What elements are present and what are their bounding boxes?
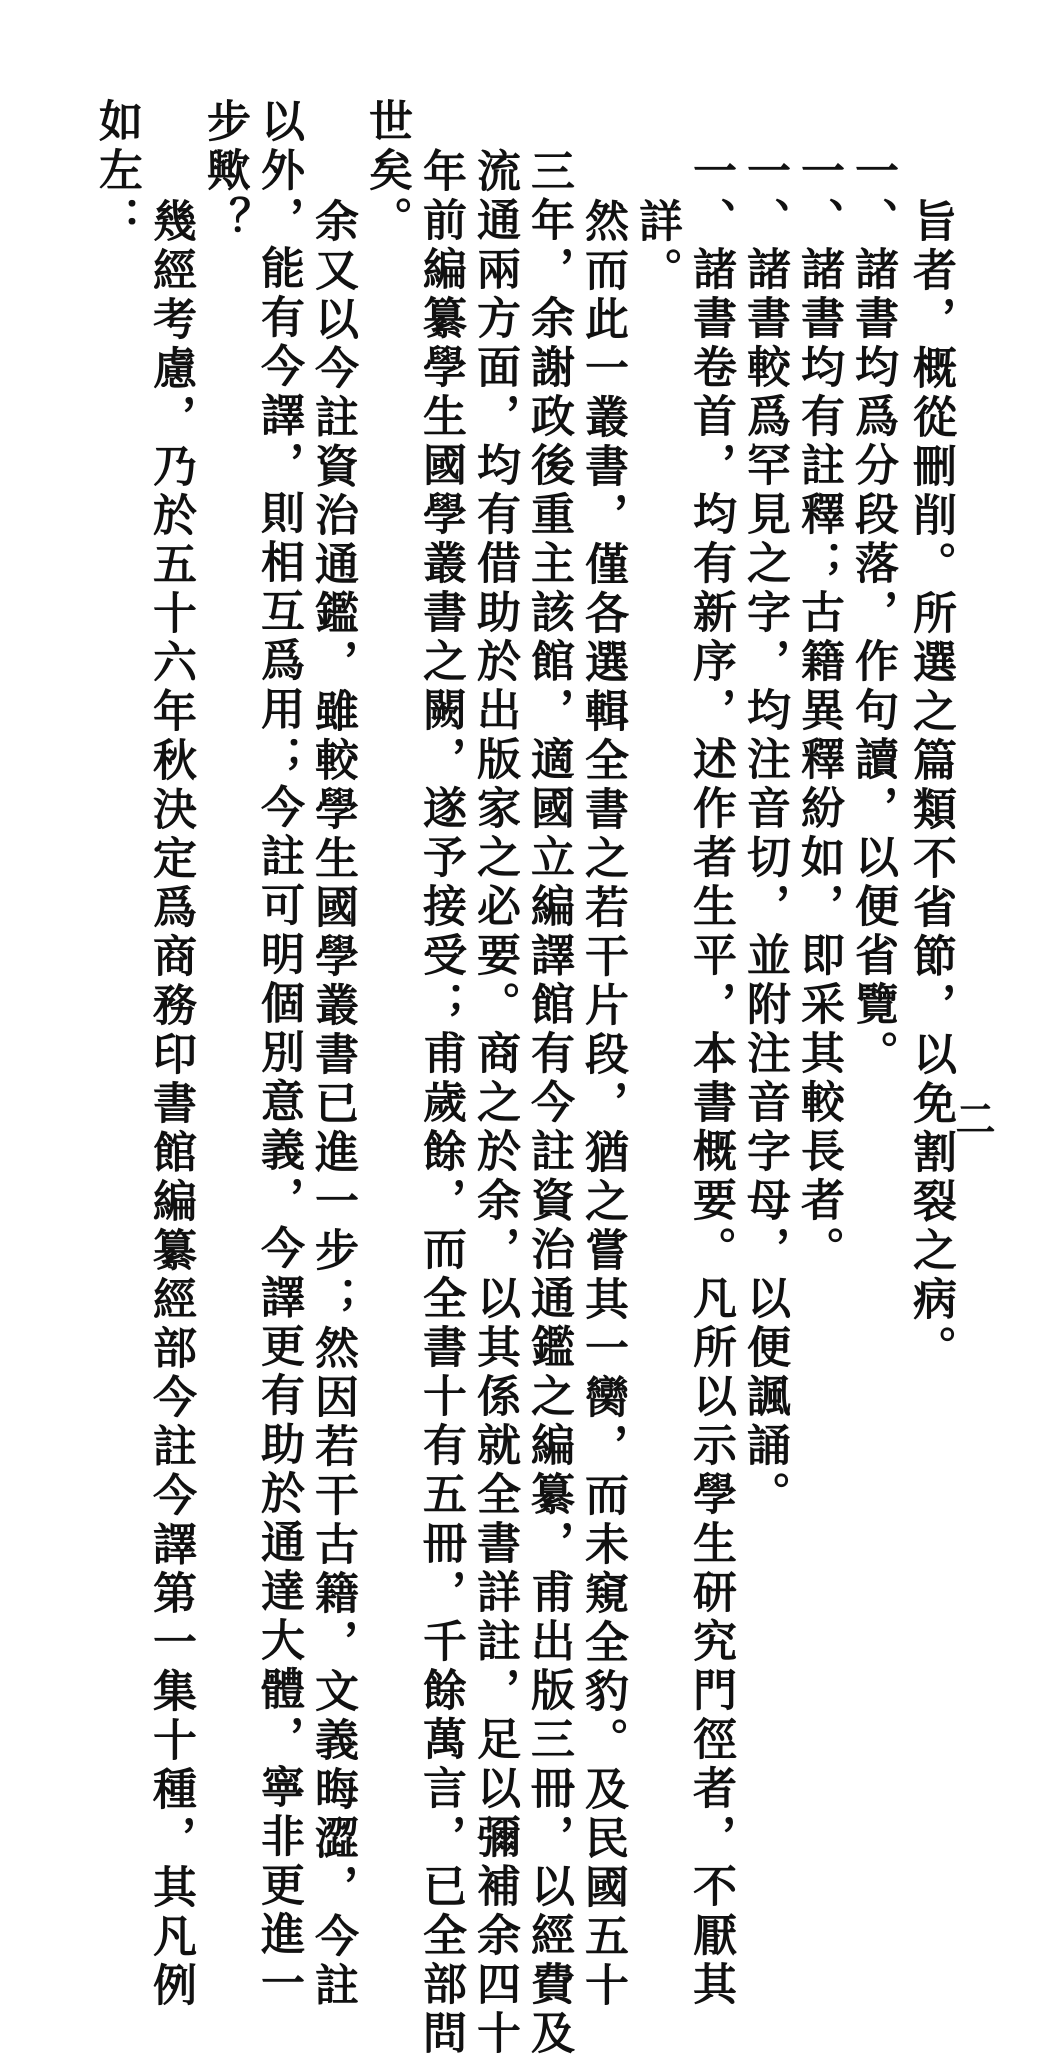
text-column-1: 旨者，概從刪削。所選之篇類不省節，以免割裂之病。 (905, 198, 956, 1374)
text-column-5: 一、諸書卷首，均有新序，述作者生平，本書概要。凡所以示學生研究門徑者，不厭其 (685, 148, 736, 2010)
text-column-4: 一、諸書較爲罕見之字，均注音切，並附注音字母，以便諷誦。 (739, 148, 790, 1520)
text-column-9: 流通兩方面，均有借助於出版家之必要。商之於余，以其係就全書詳註，足以彌補余四十 (469, 148, 520, 2059)
text-column-13: 以外，能有今譯，則相互爲用；今註可明個別意義，今譯更有助於通達大體，寧非更進一 (253, 98, 304, 2009)
page-number: 二 (949, 1098, 996, 1138)
text-column-6: 詳。 (631, 198, 682, 296)
text-column-3: 一、諸書均有註釋；古籍異釋紛如，即采其較長者。 (793, 148, 844, 1275)
text-column-14: 步歟？ (199, 98, 250, 245)
text-column-8: 三年，余謝政後重主該館，適國立編譯館有今註資治通鑑之編纂，甫出版三冊，以經費及 (523, 148, 574, 2059)
text-column-2: 一、諸書均爲分段落，作句讀，以便省覽。 (847, 148, 898, 1079)
text-column-15: 幾經考慮，乃於五十六年秋決定爲商務印書館編纂經部今註今譯第一集十種，其凡例 (145, 198, 196, 2011)
text-column-11: 世矣。 (361, 98, 412, 245)
text-column-10: 年前編纂學生國學叢書之闕，遂予接受；甫歲餘，而全書十有五冊，千餘萬言，已全部問 (415, 148, 466, 2059)
text-column-16: 如左： (91, 98, 142, 245)
text-column-12: 余又以今註資治通鑑，雖較學生國學叢書已進一步；然因若干古籍，文義晦澀，今註 (307, 198, 358, 2011)
text-column-7: 然而此一叢書，僅各選輯全書之若干片段，猶之嘗其一臠，而未窺全豹。及民國五十 (577, 198, 628, 2011)
